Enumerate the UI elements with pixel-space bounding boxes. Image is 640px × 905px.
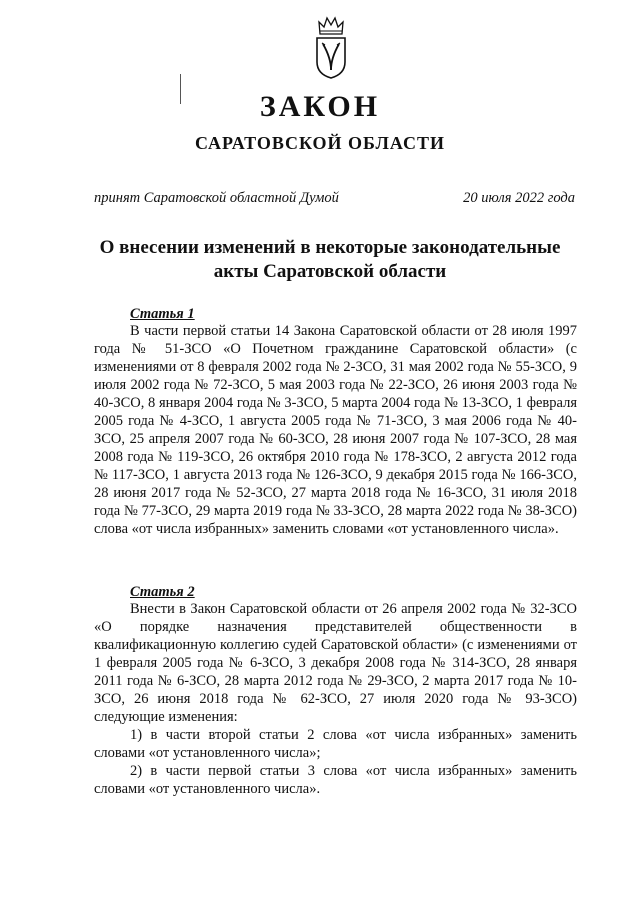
article-2-item-2: 2) в части первой статьи 3 слова «от числа избранных» заменить словами «от установленного числа».: [94, 763, 577, 797]
adopted-date: 20 июля 2022 года: [463, 190, 575, 206]
article-1-heading: Статья 1: [130, 306, 195, 322]
document-subtitle: САРАТОВСКОЙ ОБЛАСТИ: [194, 133, 446, 153]
article-2-paragraph-intro: Внести в Закон Саратовской области от 26 апреля 2002 года № 32-ЗСО «О порядке назначения представителей общественности в квалификационную коллегию судей Саратовской области» (с изменениями от 1 февраля 2005 года № 6-ЗСО, 3 декабря 2008 года № 314-ЗСО, 28 января 2011 года № 6-ЗСО, 28 марта 2012 года № 29-ЗСО, 2 марта 2017 года № 10-ЗСО, 26 июня 2018 года № 62-ЗСО, 27 июля 2020 года № 93-ЗСО) следующие изменения:: [94, 601, 577, 725]
article-2-item-1: 1) в части второй статьи 2 слова «от числа избранных» заменить словами «от установленного числа»;: [94, 727, 577, 761]
article-2-heading: Статья 2: [130, 584, 195, 600]
law-title: О внесении изменений в некоторые законодательные акты Саратовской области: [99, 237, 561, 282]
adopted-by: принят Саратовской областной Думой: [94, 190, 339, 206]
saratov-coat-of-arms-icon: [314, 14, 348, 80]
article-1-paragraph: В части первой статьи 14 Закона Саратовской области от 28 июля 1997 года № 51-ЗСО «О Почетном гражданине Саратовской области» (с изменениями от 8 февраля 2002 года № 2-ЗСО, 31 мая 2002 года № 55-ЗСО, 9 июля 2002 года № 72-ЗСО, 5 мая 2003 года № 22-ЗСО, 26 июня 2003 года № 40-ЗСО, 8 января 2004 года № 3-ЗСО, 5 марта 2004 года № 13-ЗСО, 1 февраля 2005 года № 4-ЗСО, 1 августа 2005 года № 71-ЗСО, 3 мая 2006 года № 40-ЗСО, 25 апреля 2007 года № 60-ЗСО, 28 июня 2007 года № 107-ЗСО, 28 мая 2008 года № 119-ЗСО, 26 октября 2010 года № 178-ЗСО, 2 августа 2012 года № 117-ЗСО, 1 августа 2013 года № 126-ЗСО, 9 декабря 2015 года № 166-ЗСО, 28 июня 2017 года № 52-ЗСО, 27 марта 2018 года № 16-ЗСО, 31 июля 2018 года № 77-ЗСО, 29 марта 2019 года № 33-ЗСО, 28 марта 2022 года № 38-ЗСО) слова «от числа избранных» заменить словами «от установленного числа».: [94, 323, 577, 537]
document-title: ЗАКОН: [259, 90, 381, 123]
